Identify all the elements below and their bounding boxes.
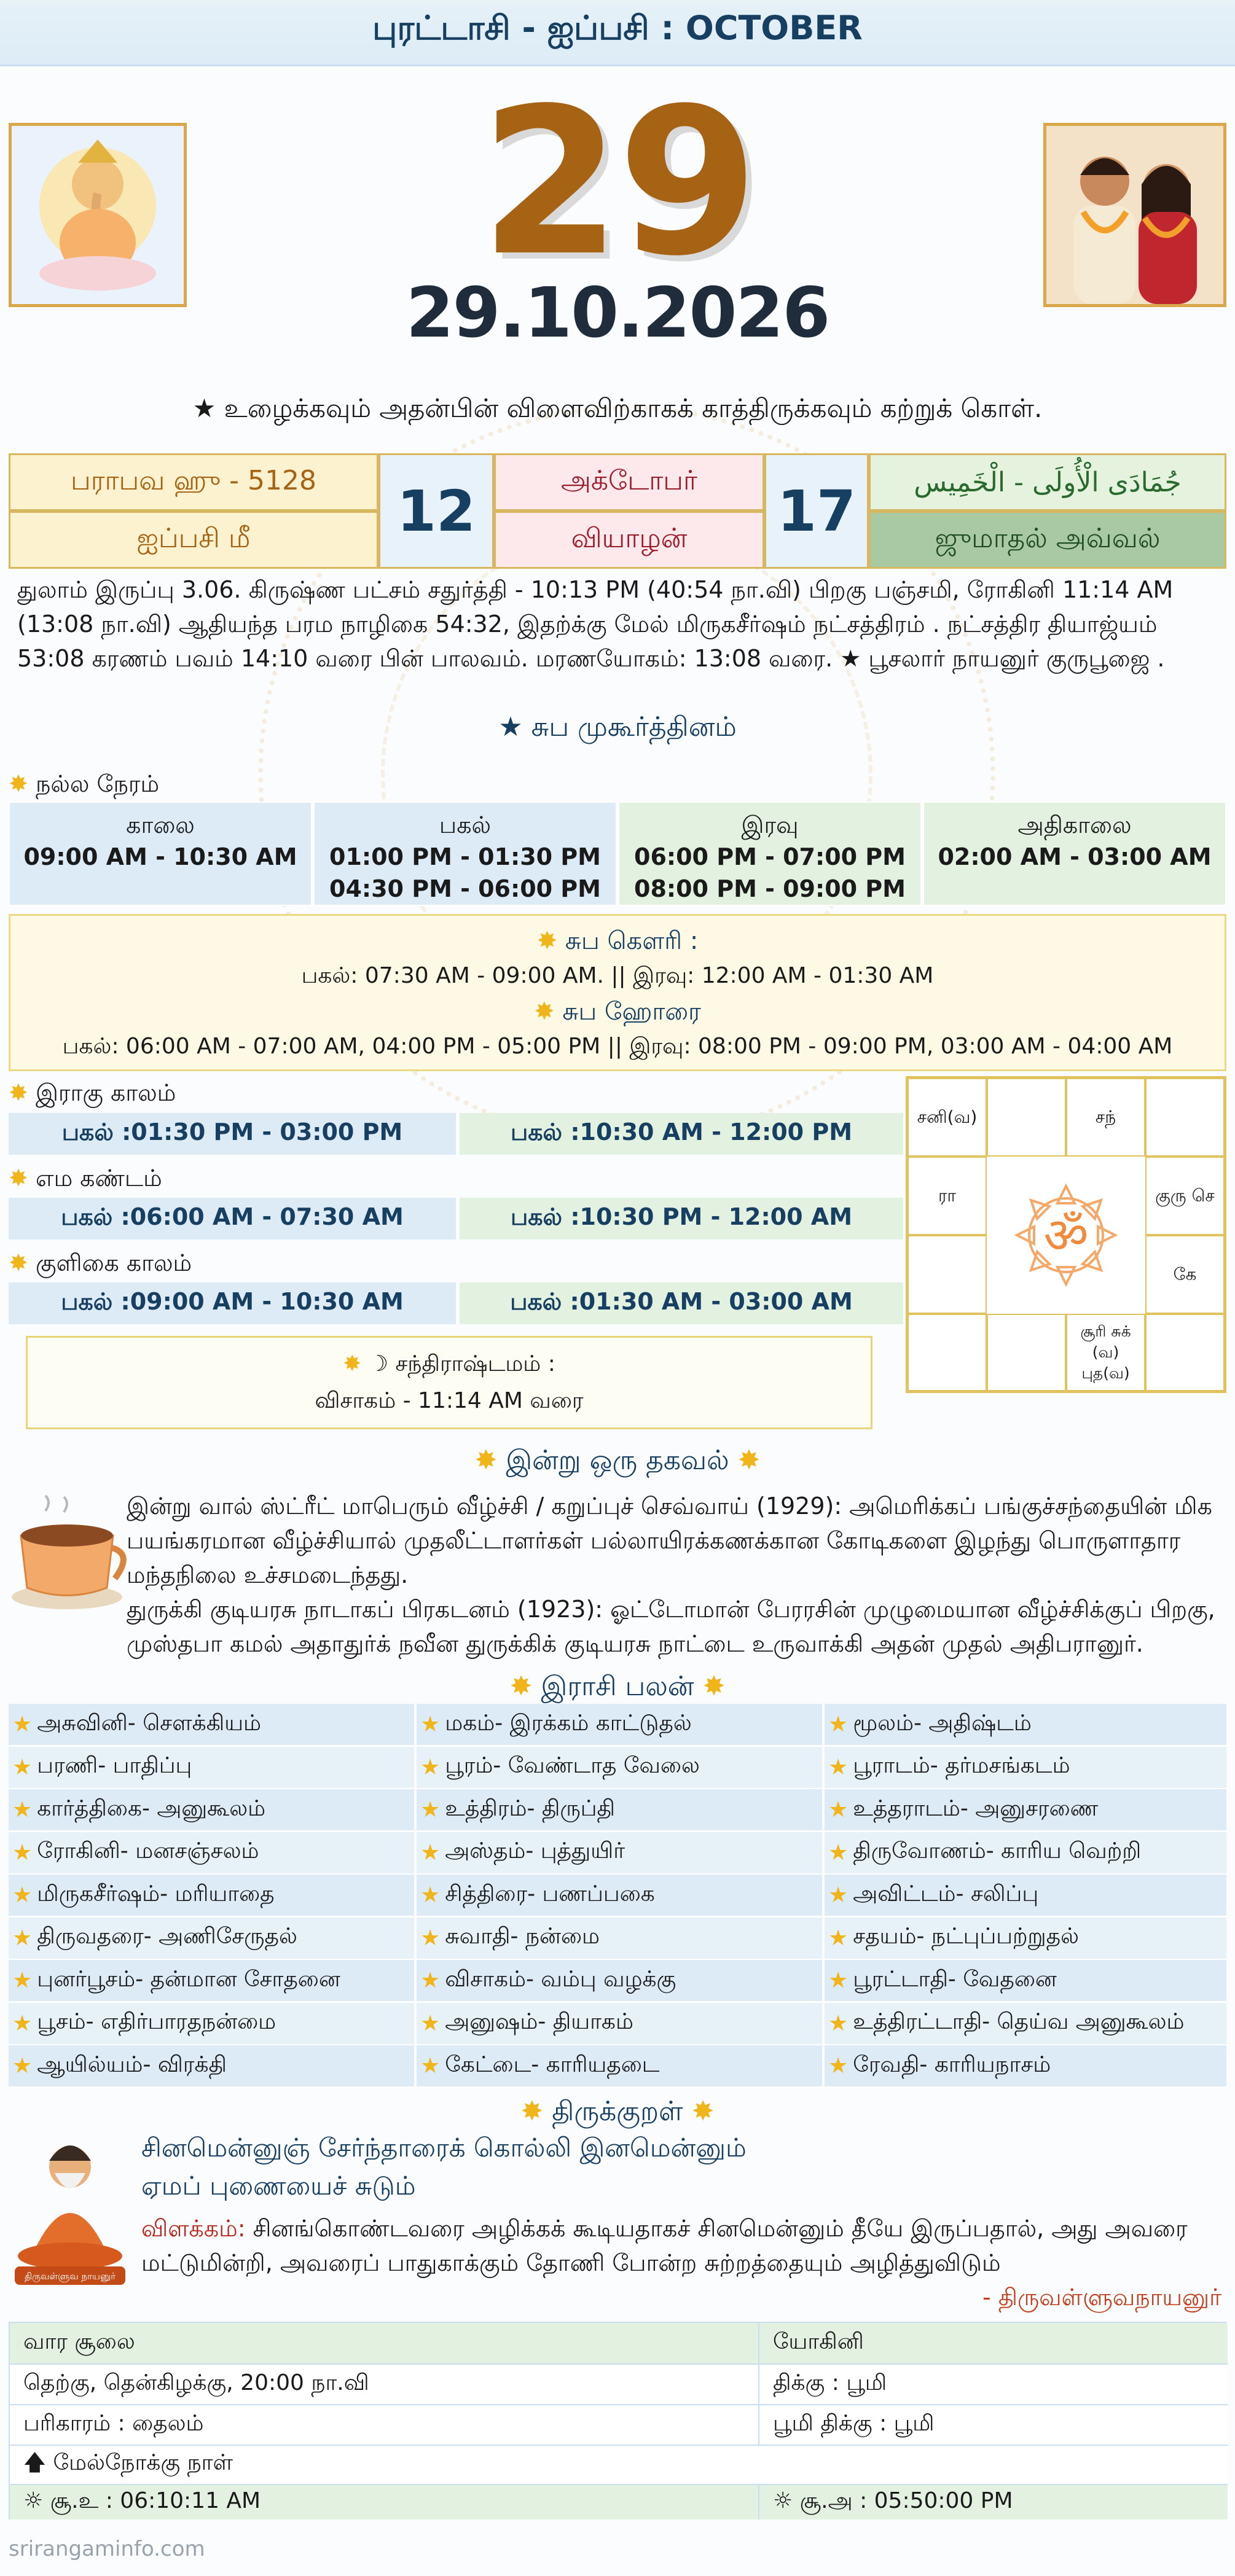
nn-col-title: காலை bbox=[126, 811, 195, 838]
chart-cell: ரா bbox=[908, 1157, 987, 1235]
header-title: புரட்டாசி - ஐப்பசி : OCTOBER bbox=[372, 9, 863, 47]
chart-cell bbox=[1145, 1314, 1225, 1391]
nn-col-title: பகல் bbox=[439, 811, 492, 838]
rasi-item-text: ரேவதி- காரியநாசம் bbox=[853, 2051, 1051, 2077]
rasi-item-text: உத்தராடம்- அனுசரணை bbox=[853, 1795, 1099, 1821]
weekday: வியாழன் bbox=[494, 511, 764, 569]
star-icon: ★ bbox=[828, 1797, 849, 1822]
gowri-title: சுப கௌரி : bbox=[565, 927, 699, 955]
star-icon: ★ bbox=[12, 1797, 33, 1822]
rahu-time-a: பகல் :01:30 PM - 03:00 PM bbox=[9, 1113, 456, 1155]
thiruvalluvar-image bbox=[9, 2130, 131, 2286]
rasi-item-text: மூலம்- அதிஷ்டம் bbox=[853, 1710, 1032, 1736]
chart-cell bbox=[987, 1078, 1066, 1157]
star-icon: ★ bbox=[828, 1712, 849, 1737]
star-icon: ✸ bbox=[474, 1445, 498, 1476]
star-icon: ✸ bbox=[9, 1079, 28, 1106]
rasi-item bbox=[825, 1875, 1226, 1917]
mel-nokku-naal: 🡅 மேல்நோக்கு நாள் bbox=[23, 2449, 233, 2475]
rasi-item-text: அசுவினி- சௌக்கியம் bbox=[37, 1710, 262, 1736]
rasi-item-text: பூரட்டாதி- வேதனை bbox=[853, 1966, 1057, 1992]
gowri-times: பகல்: 07:30 AM - 09:00 AM. || இரவு: 12:00 AM - 01:30 AM bbox=[301, 963, 934, 988]
rasi-item bbox=[417, 1832, 822, 1875]
rahu-time-b: பகல் :10:30 AM - 12:00 PM bbox=[460, 1113, 903, 1155]
tamil-day: 12 bbox=[378, 453, 494, 569]
om-flower-icon bbox=[1005, 1174, 1127, 1297]
rasi-item-text: அவிட்டம்- சலிப்பு bbox=[853, 1881, 1039, 1907]
coffee-cup-icon bbox=[9, 1493, 131, 1615]
rasi-item bbox=[825, 1789, 1226, 1832]
kural-author: - திருவள்ளுவநாயனுர் bbox=[982, 2284, 1221, 2311]
star-icon: ★ bbox=[828, 1968, 849, 1993]
star-icon: ★ bbox=[12, 1712, 33, 1737]
rasi-item bbox=[825, 2045, 1226, 2088]
horai-title: சுப ஹோரை bbox=[562, 997, 701, 1026]
chart-cell: சூரி சுக் (வ) புத(வ) bbox=[1066, 1314, 1145, 1391]
star-icon: ✸ bbox=[509, 1671, 533, 1702]
chart-cell bbox=[987, 1314, 1066, 1391]
star-icon: ✸ bbox=[520, 2096, 544, 2127]
star-icon: ✸ bbox=[737, 1445, 761, 1476]
star-icon: ✸ bbox=[534, 997, 555, 1026]
star-icon: ★ bbox=[12, 2010, 33, 2036]
rasi-item bbox=[417, 2003, 822, 2045]
chart-cell bbox=[908, 1235, 987, 1314]
star-icon: ★ bbox=[12, 1754, 33, 1780]
rasi-item-text: கேட்டை- காரியதடை bbox=[445, 2051, 660, 2077]
rasi-item bbox=[825, 1918, 1226, 1960]
star-icon: ✸ bbox=[9, 1249, 28, 1276]
nalla-neram-heading bbox=[9, 770, 159, 801]
star-icon: ✸ bbox=[9, 770, 28, 797]
rasi-item-text: பூரம்- வேண்டாத வேலை bbox=[445, 1753, 700, 1778]
yogini-label: யோகினி bbox=[773, 2329, 864, 2354]
bottom-row-mel bbox=[10, 2445, 1228, 2484]
rasi-item bbox=[9, 1960, 414, 2002]
bottom-row-header bbox=[10, 2323, 1228, 2363]
rasi-item-text: கார்த்திகை- அனுகூலம் bbox=[37, 1795, 266, 1821]
star-icon: ★ bbox=[828, 1925, 849, 1951]
nn-col-early bbox=[923, 802, 1226, 906]
bottom-row-sun bbox=[10, 2484, 1228, 2519]
star-icon: ★ bbox=[12, 2053, 33, 2078]
rasi-item bbox=[825, 1960, 1226, 2002]
nn-col-title: அதிகாலை bbox=[1017, 811, 1132, 838]
panchang-text: துலாம் இருப்பு 3.06. கிருஷ்ண பட்சம் சதுர்த்தி - 10:13 PM (40:54 நா.வி) பிறகு பஞ்சமி, ரோகினி 11:14 AM (13:08 நா.வி) ஆதியந்த பரம நாழிகை 54:32, இதற்க்கு மேல் மிருகசீர்ஷம் நட்சத்திரம் . நட்சத்திர தியாஜ்யம் 53:08 கரணம் பவம் 14:10 வரை பின் பாலவம். மரணயோகம்: 13:08 வரை. ★ பூசலார் நாயனுர் குருபூஜை . bbox=[17, 576, 1174, 672]
chart-cell: சனி(வ) bbox=[908, 1078, 987, 1157]
star-icon: ★ bbox=[828, 2053, 849, 2078]
star-icon: ★ bbox=[420, 1968, 441, 1993]
tamil-year: பராபவ ஹு - 5128 bbox=[9, 453, 378, 511]
rasi-item bbox=[417, 1918, 822, 1960]
kural-title: திருக்குறள் bbox=[552, 2096, 683, 2127]
sunset: ☼ சூ.அ : 05:50:00 PM bbox=[773, 2488, 1013, 2513]
yama-heading bbox=[9, 1165, 162, 1195]
info-paragraph-2: துருக்கி குடியரசு நாடாகப் பிரகடனம் (1923): ஓட்டோமான் பேரரசின் முழுமையான வீழ்ச்சிக்குப் பிறகு, முஸ்தபா கமல் அதாதுர்க் நவீன துருக்கிக் குடியரசு நாட்டை உருவாக்கி அதன் முதல் அதிபரானுர். bbox=[127, 1596, 1215, 1657]
star-icon: ✸ bbox=[691, 2096, 715, 2127]
rasi-item bbox=[9, 2003, 414, 2045]
star-icon: ★ bbox=[420, 1883, 441, 1908]
nn-time: 04:30 PM - 06:00 PM bbox=[329, 875, 601, 902]
rasi-item bbox=[9, 1875, 414, 1917]
yama-time-b: பகல் :10:30 PM - 12:00 AM bbox=[460, 1198, 903, 1239]
rasi-item bbox=[417, 1789, 822, 1832]
rasi-item bbox=[9, 1747, 414, 1789]
kuligai-label: குளிகை காலம் bbox=[35, 1249, 192, 1276]
rasi-item bbox=[825, 1704, 1226, 1746]
bottom-row-parigaram bbox=[10, 2404, 1228, 2445]
nn-time: 06:00 PM - 07:00 PM bbox=[634, 843, 906, 870]
gowri-title-row bbox=[10, 927, 1225, 958]
nn-time: 01:00 PM - 01:30 PM bbox=[329, 843, 601, 870]
sunrise: ☼ சூ.உ : 06:10:11 AM bbox=[10, 2485, 759, 2519]
rasi-item-text: மகம்- இரக்கம் காட்டுதல் bbox=[445, 1710, 692, 1736]
kural-line-2: ஏமப் புணையைச் சுடும் bbox=[141, 2171, 416, 2201]
info-paragraph-1: இன்று வால் ஸ்ட்ரீட் மாபெரும் வீழ்ச்சி / கறுப்புச் செவ்வாய் (1929): அமெரிக்கப் பங்குச்சந்தையின் மிக பயங்கரமான வீழ்ச்சியால் முதலீட்டாளர்கள் பல்லாயிரக்கணக்கான கோடிகளை இழந்து பொருளாதார மந்தநிலை உச்சமடைந்தது. bbox=[127, 1493, 1212, 1588]
om-symbol: ॐ bbox=[1043, 1207, 1089, 1264]
star-icon: ★ bbox=[420, 1712, 441, 1737]
star-icon: ★ bbox=[12, 1925, 33, 1951]
header-band bbox=[0, 0, 1235, 66]
nn-col-day bbox=[313, 802, 617, 906]
english-month: அக்டோபர் bbox=[494, 453, 764, 511]
kuligai-time-a: பகல் :09:00 AM - 10:30 AM bbox=[9, 1282, 456, 1324]
rasi-item-text: அஸ்தம்- புத்துயிர் bbox=[445, 1838, 625, 1864]
horai-title-row bbox=[10, 997, 1225, 1029]
yama-label: எம கண்டம் bbox=[35, 1165, 162, 1192]
rasi-item bbox=[9, 2045, 414, 2088]
rasi-palan-table bbox=[9, 1704, 1226, 2088]
star-icon: ✸ bbox=[9, 1165, 28, 1192]
rasi-item bbox=[417, 1960, 822, 2002]
star-icon: ★ bbox=[420, 2010, 441, 2036]
chart-cell: கே bbox=[1145, 1235, 1225, 1314]
star-icon: ★ bbox=[12, 1968, 33, 1993]
rasi-item bbox=[417, 1747, 822, 1789]
star-icon: ✸ bbox=[536, 927, 558, 955]
nalla-neram-label: நல்ல நேரம் bbox=[35, 770, 160, 797]
chandra-title-row bbox=[28, 1351, 871, 1380]
rasi-item-text: விசாகம்- வம்பு வழக்கு bbox=[445, 1966, 676, 1992]
kural-title-row bbox=[0, 2096, 1235, 2131]
rasi-item-text: உத்திரம்- திருப்தி bbox=[445, 1795, 616, 1821]
star-icon: ★ bbox=[420, 1797, 441, 1822]
rasi-item bbox=[9, 1704, 414, 1746]
rahu-label: இராகு காலம் bbox=[35, 1079, 176, 1106]
chandra-title: ☽ சந்திராஷ்டமம் : bbox=[368, 1351, 555, 1376]
chandra-value: விசாகம் - 11:14 AM வரை bbox=[315, 1388, 584, 1413]
hijri-month-arabic: جُمَادَى الْأُولَى - الْخَمِيس bbox=[869, 453, 1226, 511]
nn-time: 02:00 AM - 03:00 AM bbox=[938, 843, 1212, 870]
kural-explain-text: சினங்கொண்டவரை அழிக்கக் கூடியதாகச் சினமென்னும் தீயே இருப்பதால், அது அவரை மட்டுமின்றி, அவரைப் பாதுகாக்கும் தோணி போன்ற சுற்றத்தையும் அழித்துவிடும் bbox=[141, 2215, 1188, 2276]
hijri-month-tamil: ஜுமாதல் அவ்வல் bbox=[869, 511, 1226, 569]
rasi-item-text: ரோகினி- மனசஞ்சலம் bbox=[37, 1838, 259, 1864]
nn-col-title: இரவு bbox=[741, 811, 799, 838]
rasi-item bbox=[825, 1747, 1226, 1789]
rasi-item bbox=[9, 1832, 414, 1875]
soolai-direction: தெற்கு, தென்கிழக்கு, 20:00 நா.வி bbox=[10, 2365, 759, 2404]
rasi-item-text: சதயம்- நட்புப்பற்றுதல் bbox=[853, 1924, 1079, 1949]
star-icon: ★ bbox=[420, 1840, 441, 1865]
bottom-row-direction bbox=[10, 2363, 1228, 2404]
rasi-item bbox=[825, 2003, 1226, 2045]
chart-cell: குரு செ bbox=[1145, 1157, 1225, 1235]
chart-cell bbox=[1145, 1078, 1225, 1157]
rasi-item-text: புனர்பூசம்- தன்மான சோதனை bbox=[37, 1966, 340, 1992]
full-date: 29.10.2026 bbox=[406, 273, 829, 353]
nn-col-night bbox=[618, 802, 922, 906]
gowri-box bbox=[9, 914, 1226, 1071]
star-icon: ★ bbox=[828, 1754, 849, 1780]
rasi-item-text: மிருகசீர்ஷம்- மரியாதை bbox=[37, 1881, 275, 1907]
rasi-item bbox=[417, 2045, 822, 2088]
star-icon: ★ bbox=[828, 1840, 849, 1865]
valluvar-badge: திருவள்ளுவ நாயனுர் bbox=[24, 2271, 116, 2282]
rasi-title-row bbox=[0, 1671, 1235, 1706]
rasi-item-text: ஆயில்யம்- விரக்தி bbox=[37, 2051, 227, 2077]
star-icon: ★ bbox=[420, 2053, 441, 2078]
tamil-month: ஐப்பசி மீ bbox=[9, 511, 378, 569]
rasi-item-text: பூசம்- எதிர்பாரதநன்மை bbox=[37, 2009, 276, 2034]
rasi-item-text: பூராடம்- தர்மசங்கடம் bbox=[853, 1753, 1070, 1778]
subha-muhurtham: ★ சுப முகூர்த்தினம் bbox=[498, 711, 737, 743]
rasi-item bbox=[417, 1875, 822, 1917]
daily-quote: ★ உழைக்கவும் அதன்பின் விளைவிற்காகக் காத்திருக்கவும் கற்றுக் கொள். bbox=[192, 393, 1043, 423]
nn-col-morning bbox=[9, 802, 312, 906]
rasi-item-text: சித்திரை- பணப்பகை bbox=[445, 1881, 655, 1907]
kural-line-1: சினமென்னுஞ் சேர்ந்தாரைக் கொல்லி இனமென்னும் bbox=[141, 2133, 747, 2163]
star-icon: ★ bbox=[12, 1840, 33, 1865]
nalla-neram-table bbox=[9, 802, 1226, 906]
rasi-item bbox=[9, 1789, 414, 1832]
rasi-item-text: அனுஷம்- தியாகம் bbox=[445, 2009, 633, 2034]
star-icon: ★ bbox=[828, 2010, 849, 2036]
hijri-day: 17 bbox=[764, 453, 869, 569]
horai-times: பகல்: 06:00 AM - 07:00 AM, 04:00 PM - 05:00 PM || இரவு: 08:00 PM - 09:00 PM, 03:00 AM - 04:00 AM bbox=[62, 1034, 1173, 1059]
rasi-item-text: திருவதரை- அணிசேருதல் bbox=[37, 1924, 297, 1949]
kural-explain-label: விளக்கம்: bbox=[141, 2215, 246, 2242]
calendar-grid bbox=[9, 453, 1226, 569]
rasi-title: இராசி பலன் bbox=[541, 1671, 694, 1702]
rasi-item-text: சுவாதி- நன்மை bbox=[445, 1924, 600, 1949]
footer-site: srirangaminfo.com bbox=[9, 2537, 205, 2561]
star-icon: ✸ bbox=[343, 1351, 362, 1376]
rahu-heading bbox=[9, 1079, 176, 1110]
bhoomi-dikku: பூமி திக்கு : பூமி bbox=[773, 2411, 935, 2436]
chart-center bbox=[987, 1157, 1145, 1314]
star-icon: ★ bbox=[828, 1883, 849, 1908]
rasi-chart bbox=[906, 1076, 1226, 1393]
yogini-dikku: திக்கு : பூமி bbox=[773, 2370, 887, 2395]
kural-explanation bbox=[141, 2211, 1219, 2280]
star-icon: ★ bbox=[12, 1883, 33, 1908]
info-title: இன்று ஒரு தகவல் bbox=[506, 1445, 729, 1476]
rasi-item bbox=[825, 1832, 1226, 1875]
vara-soolai-label: வார சூலை bbox=[10, 2323, 759, 2363]
star-icon: ✸ bbox=[702, 1671, 726, 1702]
rasi-item-text: உத்திரட்டாதி- தெய்வ அனுகூலம் bbox=[853, 2009, 1185, 2034]
day-number: 29 bbox=[480, 64, 755, 300]
nn-time: 08:00 PM - 09:00 PM bbox=[634, 875, 906, 902]
star-icon: ★ bbox=[420, 1925, 441, 1951]
kuligai-time-b: பகல் :01:30 AM - 03:00 AM bbox=[460, 1282, 903, 1324]
yama-time-a: பகல் :06:00 AM - 07:30 AM bbox=[9, 1198, 456, 1239]
bottom-table bbox=[9, 2322, 1226, 2519]
rasi-item bbox=[417, 1704, 822, 1746]
info-title-row bbox=[0, 1445, 1235, 1480]
rasi-item-text: பரணி- பாதிப்பு bbox=[37, 1753, 192, 1778]
star-icon: ★ bbox=[420, 1754, 441, 1780]
rasi-item-text: திருவோணம்- காரிய வெற்றி bbox=[853, 1838, 1142, 1864]
nn-time: 09:00 AM - 10:30 AM bbox=[23, 843, 297, 870]
chart-cell: சந் bbox=[1066, 1078, 1145, 1157]
kuligai-heading bbox=[9, 1249, 192, 1280]
parigaram: பரிகாரம் : தைலம் bbox=[10, 2405, 759, 2445]
chandrashtamam-box bbox=[26, 1336, 872, 1429]
chart-cell bbox=[908, 1314, 987, 1391]
rasi-item bbox=[9, 1918, 414, 1960]
